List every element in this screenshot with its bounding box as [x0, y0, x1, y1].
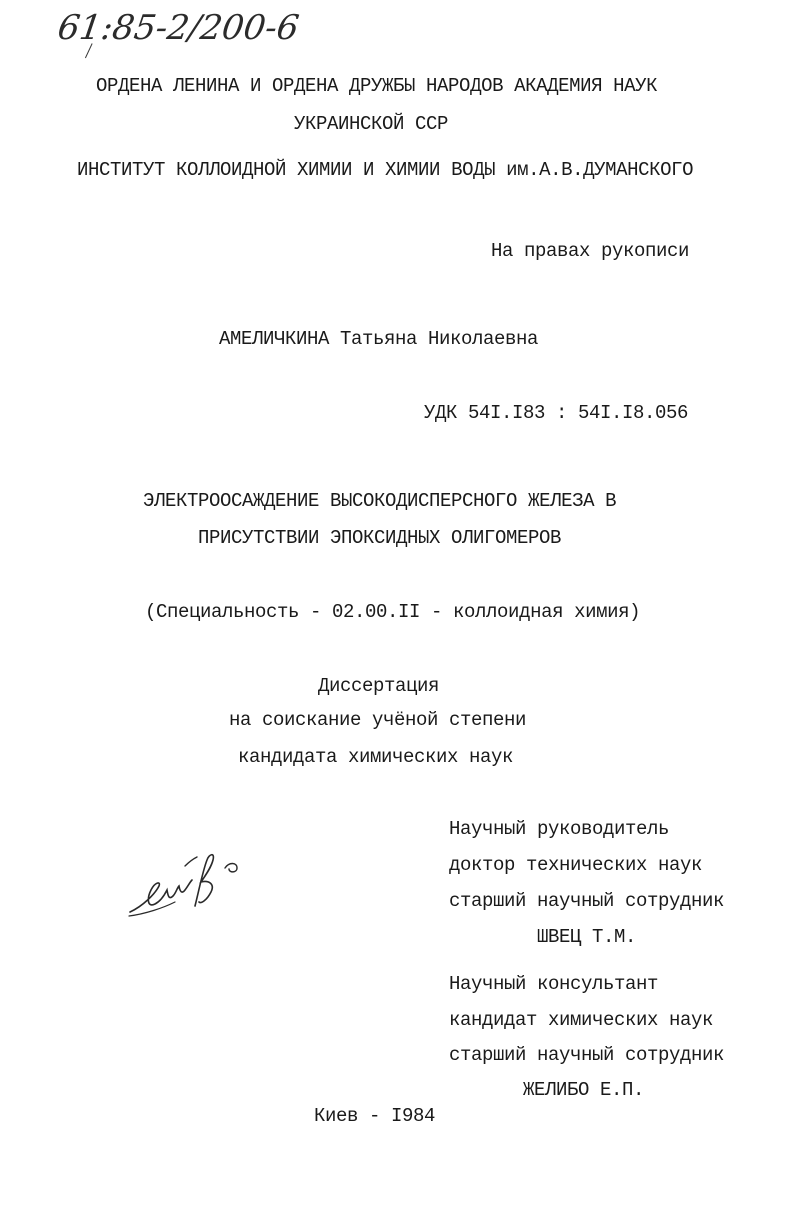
- degree-purpose: на соискание учёной степени: [229, 709, 527, 731]
- dissertation-label: Диссертация: [318, 675, 440, 697]
- city-year: Киев - I984: [314, 1105, 436, 1127]
- udk-code: УДК 54I.I83 : 54I.I8.056: [424, 402, 689, 424]
- consultant-role: Научный консультант: [449, 973, 659, 995]
- header-academy: ОРДЕНА ЛЕНИНА И ОРДЕНА ДРУЖБЫ НАРОДОВ АКАДЕМИЯ НАУК: [96, 75, 658, 97]
- archive-handwritten-number: 61:85-2/200-6: [55, 8, 302, 48]
- header-republic: УКРАИНСКОЙ ССР: [294, 113, 449, 135]
- specialty: (Специальность - 02.00.II - коллоидная химия): [145, 601, 641, 623]
- manuscript-rights: На правах рукописи: [491, 240, 690, 262]
- consultant-name: ЖЕЛИБО Е.П.: [523, 1079, 645, 1101]
- supervisor-degree: доктор технических наук: [449, 854, 703, 876]
- supervisor-name: ШВЕЦ Т.М.: [537, 926, 637, 948]
- consultant-title: старший научный сотрудник: [449, 1044, 725, 1066]
- thesis-title-line-1: ЭЛЕКТРООСАЖДЕНИЕ ВЫСОКОДИСПЕРСНОГО ЖЕЛЕЗА В: [143, 490, 617, 512]
- supervisor-role: Научный руководитель: [449, 818, 670, 840]
- author-name: АМЕЛИЧКИНА Татьяна Николаевна: [219, 328, 539, 350]
- degree-name: кандидата химических наук: [238, 746, 514, 768]
- supervisor-title: старший научный сотрудник: [449, 890, 725, 912]
- consultant-degree: кандидат химических наук: [449, 1009, 714, 1031]
- thesis-title-line-2: ПРИСУТСТВИИ ЭПОКСИДНЫХ ОЛИГОМЕРОВ: [198, 527, 562, 549]
- header-institute: ИНСТИТУТ КОЛЛОИДНОЙ ХИМИИ И ХИМИИ ВОДЫ им.А.В.ДУМАНСКОГО: [77, 159, 694, 181]
- author-signature: [125, 846, 250, 926]
